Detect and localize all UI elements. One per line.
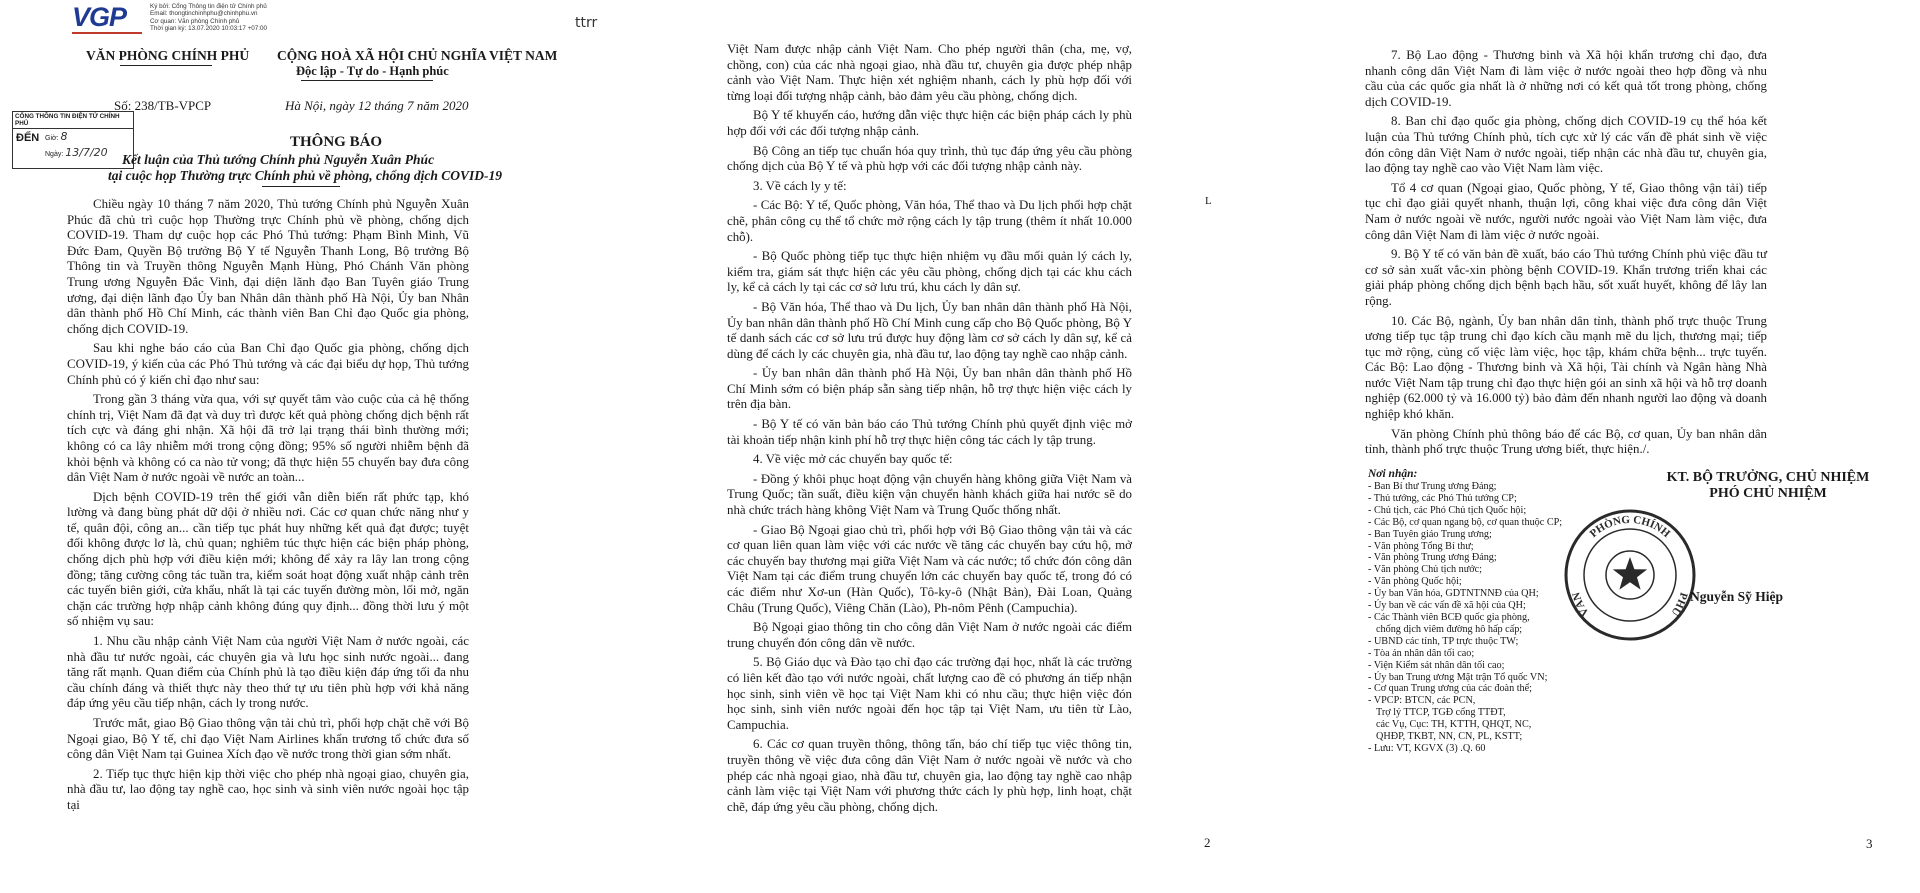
body-paragraph: - Các Bộ: Y tế, Quốc phòng, Văn hóa, Thể thao và Du lịch phối hợp chặt chẽ, phân công cụ thể tổ chức mở rộng cách ly tập trung (thêm ít nhất 10.000 chỗ). xyxy=(727,198,1132,244)
body-paragraph: Văn phòng Chính phủ thông báo để các Bộ, cơ quan, Ủy ban nhân dân tỉnh, thành phố trực thuộc Trung ương biết, thực hiện./. xyxy=(1365,426,1767,457)
body-paragraph: 4. Về việc mở các chuyến bay quốc tế: xyxy=(753,452,953,467)
recipient-item: QHĐP, TKBT, NN, CN, PL, KSTT; xyxy=(1376,731,1523,743)
issuing-organization: VĂN PHÒNG CHÍNH PHỦ xyxy=(86,48,250,63)
page-number: 2 xyxy=(1204,835,1211,850)
page-number: 3 xyxy=(1866,836,1873,851)
body-paragraph: - Bộ Văn hóa, Thể thao và Du lịch, Ủy ban nhân dân thành phố Hà Nội, Ủy ban nhân dân thành phố Hồ Chí Minh cung cấp cho Bộ Quốc phòng, Bộ Y tế danh sách các cơ sở lưu trú được huy động làm cơ sở cách ly dân sự, kể cả dùng để cách ly các chuyên gia, nhà đầu tư, lao động tay nghề cao nhập cảnh. xyxy=(727,299,1132,361)
recipient-item: - Văn phòng Chủ tịch nước; xyxy=(1368,564,1482,576)
body-paragraph: 3. Về cách ly y tế: xyxy=(753,178,847,193)
body-paragraph: Việt Nam được nhập cảnh Việt Nam. Cho phép người thân (cha, mẹ, vợ, chồng, con) của các nhà ngoại giao, nhà đầu tư, chuyên gia được phép nhập cảnh vào Việt Nam. Thực hiện xét nghiệm nhanh, cách ly phù hợp đối với từng loại đối tượng nhập cảnh, bảo đảm yêu cầu phòng, chống dịch. xyxy=(727,42,1132,103)
seal-text-left: VĂN xyxy=(1570,590,1592,619)
body-paragraph: 5. Bộ Giáo dục và Đào tạo chỉ đạo các trường đại học, nhất là các trường có liên kết đào tạo với nước ngoài, chất lượng cao đề có phương án tiếp nhận học sinh, sinh viên về học tại Việt Nam khi có nhu cầu; thực hiện việc đón học sinh, sinh viên nước ngoài đến học tập tại Việt Nam, ưu tiên từ Lào, Campuchia. xyxy=(727,655,1132,732)
page3-body xyxy=(1365,48,1767,462)
recipient-item: - Ủy ban Trung ương Mặt trận Tổ quốc VN; xyxy=(1368,671,1548,683)
document-date: Hà Nội, ngày 12 tháng 7 năm 2020 xyxy=(285,98,469,113)
digital-signature-info xyxy=(150,3,267,32)
body-paragraph: 2. Tiếp tục thực hiện kịp thời việc cho phép nhà ngoại giao, chuyên gia, nhà đầu tư, lao động tay nghề cao, học sinh và sinh viên nước ngoài học tập tại xyxy=(67,766,469,812)
body-paragraph: Bộ Công an tiếp tục chuẩn hóa quy trình, thủ tục đáp ứng yêu cầu phòng chống dịch của Bộ Y tế và phù hợp với các đối tượng nhập cảnh này. xyxy=(727,143,1132,174)
divider xyxy=(301,80,433,81)
signature-title-line: KT. BỘ TRƯỞNG, CHỦ NHIỆM xyxy=(1666,470,1870,485)
notice-subtitle: tại cuộc họp Thường trực Chính phủ về phòng, chống dịch COVID-19 xyxy=(108,168,502,183)
recipient-item: - UBND các tỉnh, TP trực thuộc TW; xyxy=(1368,635,1519,647)
vgp-logo xyxy=(72,2,126,33)
recipient-item: - Văn phòng Tổng Bí thư; xyxy=(1368,540,1474,552)
seal-star-icon xyxy=(1613,557,1647,590)
document-page-2 xyxy=(720,0,1260,893)
recipient-item: - Văn phòng Trung ương Đảng; xyxy=(1368,552,1497,564)
republic-name: CỘNG HOÀ XÃ HỘI CHỦ NGHĨA VIỆT NAM xyxy=(277,48,558,63)
recipient-item: - Thủ tướng, các Phó Thủ tướng CP; xyxy=(1368,492,1517,504)
sig-meta-line: Thời gian ký: 13.07.2020 10:03:17 +07:00 xyxy=(150,24,268,32)
document-number: Số: 238/TB-VPCP xyxy=(114,98,212,113)
handwritten-mark: ttrr xyxy=(575,15,598,31)
body-paragraph: 10. Các Bộ, ngành, Ủy ban nhân dân tỉnh, thành phố trực thuộc Trung ương tiếp tục tập trung chỉ đạo kích cầu mạnh mẽ du lịch, thương mại; tiếp tục mở rộng, củng cố việc làm việc, học tập, khám chữa bệnh... trực tuyến. Các Bộ: Lao động - Thương binh và Xã hội, Tài chính và Ngân hàng Nhà nước Việt Nam tập trung chỉ đạo thực hiện gói an sinh xã hội và hỗ trợ doanh nghiệp (62.000 tỷ và 16.000 tỷ) bảo đảm đến nhanh người lao động và doanh nghiệp khó khăn. xyxy=(1365,313,1767,422)
body-paragraph: 9. Bộ Y tế có văn bản đề xuất, báo cáo Thủ tướng Chính phủ việc đầu tư cơ sở sản xuất vắc-xin phòng bệnh COVID-19. Khẩn trương triển khai các giải pháp phòng chống dịch bệnh bạch hầu, sốt xuất huyết, không để lây lan rộng. xyxy=(1365,247,1767,308)
body-paragraph: Bộ Ngoại giao thông tin cho công dân Việt Nam ở nước ngoài các điểm trung chuyển đón công dân về nước. xyxy=(727,620,1132,650)
stamp-time-value: 8 xyxy=(60,130,68,143)
signature-title xyxy=(1618,470,1918,502)
divider xyxy=(262,186,340,187)
recipient-item: - VPCP: BTCN, các PCN, xyxy=(1368,695,1476,707)
notice-heading: THÔNG BÁO xyxy=(290,134,383,150)
seal-text-top: PHÒNG CHÍNH xyxy=(1587,513,1673,541)
body-paragraph: Trước mắt, giao Bộ Giao thông vận tải chủ trì, phối hợp chặt chẽ với Bộ Ngoại giao, Bộ Y tế, chỉ đạo Việt Nam Airlines khẩn trương tổ chức đưa số công dân Việt Nam tại Guinea Xích đạo về nước trong thời gian sớm nhất. xyxy=(67,716,469,762)
body-paragraph: Sau khi nghe báo cáo của Ban Chỉ đạo Quốc gia phòng, chống dịch COVID-19, ý kiến của các Phó Thủ tướng và các đại biểu dự họp, Thủ tướng Chính phủ có ý kiến chỉ đạo như sau: xyxy=(67,341,469,387)
document-page-3 xyxy=(1360,0,1920,893)
signature-title-line: PHÓ CHỦ NHIỆM xyxy=(1709,486,1827,501)
recipient-item: - Văn phòng Quốc hội; xyxy=(1368,576,1462,588)
seal-text-right: PHỦ xyxy=(1668,591,1690,618)
recipient-item: - Ban Bí thư Trung ương Đảng; xyxy=(1368,481,1497,492)
recipient-item: - Viện Kiểm sát nhân dân tối cao; xyxy=(1368,659,1505,671)
recipients-heading: Nơi nhận: xyxy=(1368,468,1418,480)
recipient-item: - Ban Tuyên giáo Trung ương; xyxy=(1368,528,1492,540)
stamp-title: CỔNG THÔNG TIN ĐIỆN TỬ CHÍNH PHỦ xyxy=(13,112,133,129)
body-paragraph: Tổ 4 cơ quan (Ngoại giao, Quốc phòng, Y tế, Giao thông vận tải) tiếp tục chỉ đạo giải quyết nhanh, thuận lợi, công khai việc đưa công dân Việt Nam ở nước ngoài về nước, người nước ngoài vào Việt Nam làm việc, đưa công dân Việt Nam đi làm việc ở nước ngoài. xyxy=(1365,180,1767,242)
body-paragraph: Chiều ngày 10 tháng 7 năm 2020, Thủ tướng Chính phủ Nguyễn Xuân Phúc đã chủ trì cuộc họp Thường trực Chính phủ về phòng, chống dịch COVID-19. Tham dự cuộc họp các Phó Thủ tướng: Phạm Bình Minh, Vũ Đức Đam, Quyền Bộ trưởng Bộ Y tế Nguyễn Thanh Long, Bộ trưởng Bộ Thông tin và Truyền thông Nguyễn Mạnh Hùng, Phó Chánh Văn phòng Trung ương Nguyễn Đắc Vinh, đại diện lãnh đạo Ban Tuyên giáo Trung ương, đại diện lãnh đạo Ủy ban Nhân dân thành phố Hà Nội, Ủy ban Nhân dân thành phố Hồ Chí Minh, các thành viên Ban Chỉ đạo Quốc gia phòng, chống dịch COVID-19. xyxy=(67,197,469,336)
page2-body xyxy=(727,42,1132,819)
body-paragraph: - Đồng ý khôi phục hoạt động vận chuyển hàng không giữa Việt Nam và Trung Quốc; tần suất, điều kiện vận chuyển hành khách giữa hai nước sẽ do nhà chức trách hàng không Việt Nam và Trung Quốc thống nhất. xyxy=(727,471,1132,518)
stamp-date-label: Ngày: xyxy=(45,151,64,158)
body-paragraph: - Ủy ban nhân dân thành phố Hà Nội, Ủy ban nhân dân thành phố Hồ Chí Minh sớm có biện pháp sẵn sàng tiếp nhận, hỗ trợ thực hiện việc cách ly trên địa bàn. xyxy=(727,366,1132,412)
recipient-item: - Tòa án nhân dân tối cao; xyxy=(1368,647,1475,659)
page1-body xyxy=(67,197,469,818)
vgp-logo-text: VGP xyxy=(72,2,127,32)
stamp-time-label: Giờ: xyxy=(45,135,59,142)
sig-meta-line: Cơ quan: Văn phòng Chính phủ xyxy=(150,17,240,25)
body-paragraph: 7. Bộ Lao động - Thương binh và Xã hội khẩn trương chỉ đạo, đưa nhanh công dân Việt Nam đi làm việc ở nước ngoài theo hợp đồng và nhu cầu của các quốc gia nhất là ở những nơi có kết quả tốt trong phòng, chống dịch COVID-19. xyxy=(1365,48,1767,109)
recipient-item: chống dịch viêm đường hô hấp cấp; xyxy=(1376,623,1523,635)
body-paragraph: - Giao Bộ Ngoại giao chủ trì, phối hợp với Bộ Giao thông vận tải và các cơ quan liên quan làm việc với các nước về tăng các chuyến bay cứu hộ, mở các chuyến bay thương mại giữa Việt Nam và các nước; tổ chức đón công dân Việt Nam tại các điểm trung chuyển lớn các chuyến bay quốc tế, trong đó có các điểm như Xơ-un (Hàn Quốc), Tô-ky-ô (Nhật Bản), Đài Loan, Quảng Châu (Trung Quốc), Viêng Chăn (Lào), Ph-nôm Pênh (Campuchia). xyxy=(727,522,1132,615)
vgp-logo-underline xyxy=(72,32,142,34)
body-paragraph: - Bộ Y tế có văn bản báo cáo Thủ tướng Chính phủ quyết định việc mở tài khoản tiếp nhận kinh phí hỗ trợ thực hiện công tác cách ly tập trung. xyxy=(727,417,1132,447)
body-paragraph: Trong gần 3 tháng vừa qua, với sự quyết tâm vào cuộc của cả hệ thống chính trị, Việt Nam đã đạt và duy trì được kết quả phòng chống dịch bệnh rất tích cực và đáng ghi nhận. Xã hội đã trở lại trạng thái bình thường mới; không có ca lây nhiễm mới trong cộng đồng; 95% số người nhiễm bệnh đã khỏi bệnh và không có ca nào tử vong; đã thực hiện 55 chuyến bay đưa công dân Việt Nam ở nước ngoài về nước an toàn... xyxy=(67,392,469,485)
recipient-item: - Ủy ban Văn hóa, GDTNTNNĐ của QH; xyxy=(1368,588,1539,600)
official-seal xyxy=(1560,505,1700,645)
body-paragraph: 1. Nhu cầu nhập cảnh Việt Nam của người Việt Nam ở nước ngoài, các nhà đầu tư nước ngoài, các chuyên gia và lưu học sinh nước ngoài... đang tăng rất mạnh. Quan điểm của Chính phủ là tạo điều kiện đáp ứng tối đa nhu cầu chính đáng và thiết thực này theo thứ tự ưu tiên phù hợp với khả năng đáp ứng yêu cầu tiếp nhận, cách ly trong nước. xyxy=(67,634,469,711)
stamp-date xyxy=(45,146,108,159)
recipient-item: - Lưu: VT, KGVX (3) .Q. 60 xyxy=(1368,742,1486,754)
body-paragraph: 8. Ban chỉ đạo quốc gia phòng, chống dịch COVID-19 cụ thể hóa kết luận của Thủ tướng Chính phủ, tích cực xử lý các vấn đề phát sinh về việc đón công dân Việt Nam ở nước ngoài, tiếp nhận các nhà đầu tư, chuyên gia, lao động tay nghề cao vào Việt Nam làm việc. xyxy=(1365,114,1767,176)
body-paragraph: Bộ Y tế khuyến cáo, hướng dẫn việc thực hiện các biện pháp cách ly phù hợp đối với các đối tượng nhập cảnh. xyxy=(727,108,1132,138)
body-paragraph: Dịch bệnh COVID-19 trên thế giới vẫn diễn biến rất phức tạp, khó lường và đang bùng phát dữ dội ở nhiều nơi. Các cơ quan chức năng như y tế, quân đội, công an... cần tiếp tục phát huy những kết quả đạt được; tuyệt đối không được lơ là, chủ quan; nghiêm túc thực hiện các biện pháp phòng, chống dịch phù hợp với điều kiện mới; không để xảy ra lây lan trong cộng đồng; tăng cường công tác tuần tra, kiểm soát hoạt động xuất nhập cảnh trên các tuyến biên giới, cửa khẩu, nhất là tại các tuyến đường mòn, lối mở, ngăn chặn các trường hợp nhập cảnh không đúng quy định... đồng thời lưu ý một số nhiệm vụ sau: xyxy=(67,489,469,629)
body-paragraph: 6. Các cơ quan truyền thông, thông tấn, báo chí tiếp tục việc thông tin, truyền thông về việc đưa công dân Việt Nam ở nước ngoài về nước và cho phép các nhà ngoại giao, nhà đầu tư, chuyên gia, lao động tay nghề cao nhập cảnh làm việc tại Việt Nam với phương thức cách ly phù hợp, linh hoạt, chặt chẽ, đáp ứng yêu cầu phòng, chống dịch. xyxy=(727,737,1132,814)
stamp-den-label: ĐẾN xyxy=(16,132,40,144)
recipient-item: - Các Thành viên BCĐ quốc gia phòng, xyxy=(1368,611,1530,623)
recipient-item: - Chủ tịch, các Phó Chủ tịch Quốc hội; xyxy=(1368,504,1527,516)
body-paragraph: - Bộ Quốc phòng tiếp tục thực hiện nhiệm vụ đầu mối quản lý cách ly, kiểm tra, giám sát thực hiện các yêu cầu phòng, chống dịch tại các khu cách ly, kể cả cách ly tại các cơ sở lưu trú, khu cách ly dân sự. xyxy=(727,249,1132,295)
national-motto: Độc lập - Tự do - Hạnh phúc xyxy=(296,64,449,78)
recipient-item: các Vụ, Cục: TH, KTTH, QHQT, NC, xyxy=(1376,719,1532,731)
recipient-item: - Các Bộ, cơ quan ngang bộ, cơ quan thuộc CP; xyxy=(1368,516,1563,528)
signer-name: Nguyễn Sỹ Hiệp xyxy=(1690,589,1784,604)
recipient-item: - Cơ quan Trung ương của các đoàn thể; xyxy=(1368,683,1532,695)
margin-mark: L xyxy=(1205,195,1212,207)
divider xyxy=(120,65,212,66)
sig-meta-line: Ký bởi: Cổng Thông tin điện tử Chính phủ xyxy=(150,3,267,10)
received-stamp xyxy=(12,111,134,169)
stamp-time xyxy=(45,130,68,143)
sig-meta-line: Email: thongtinchinhphu@chinhphu.vn xyxy=(150,10,258,18)
stamp-date-value: 13/7/20 xyxy=(65,146,108,159)
notice-subtitle: Kết luận của Thủ tướng Chính phủ Nguyễn Xuân Phúc xyxy=(122,152,435,167)
document-page-1 xyxy=(0,0,600,893)
recipient-item: - Ủy ban về các vấn đề xã hội của QH; xyxy=(1368,600,1526,612)
recipient-item: Trợ lý TTCP, TGĐ cổng TTĐT, xyxy=(1376,707,1506,719)
